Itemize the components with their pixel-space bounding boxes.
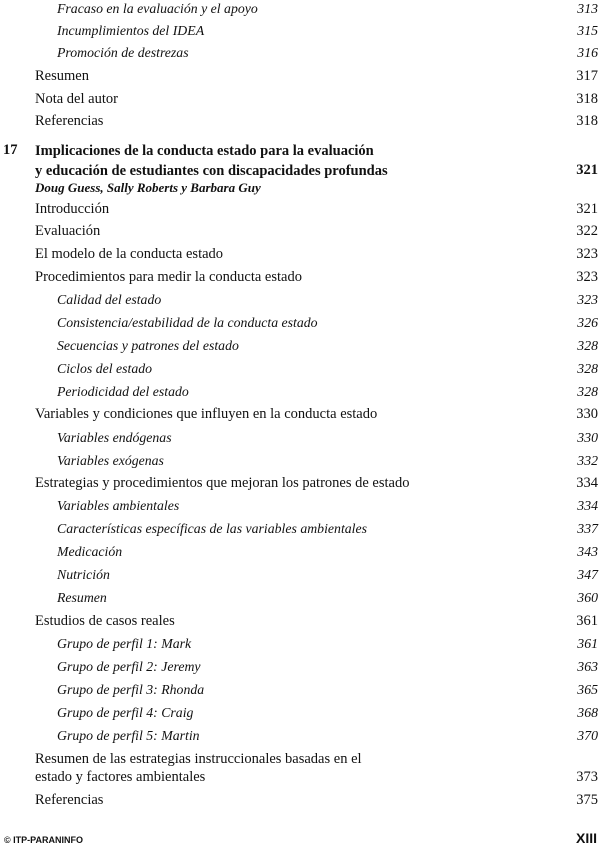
entry-title: Características específicas de las variables ambientales (57, 521, 367, 536)
entry-title: Nota del autor (35, 91, 118, 107)
entry-page: 332 (577, 453, 598, 468)
entry-title: Introducción (35, 201, 110, 217)
chapter-number: 17 (3, 142, 18, 158)
entry-page: 326 (577, 315, 598, 330)
entry-page: 323 (577, 292, 598, 307)
entry-title-line-1: Resumen de las estrategias instruccionales basadas en el (35, 751, 362, 767)
entry-page: 330 (576, 406, 598, 422)
entry-title: Resumen (35, 68, 89, 84)
entry-title: Medicación (57, 544, 123, 559)
entry-page: 321 (576, 201, 598, 217)
entry-title: Incumplimientos del IDEA (57, 23, 205, 38)
entry-page: 322 (576, 223, 598, 239)
entry-page: 361 (577, 636, 598, 651)
entry-page: 375 (576, 792, 598, 808)
entry-page: 318 (576, 113, 598, 129)
entry-title: Referencias (35, 113, 104, 129)
entry-title: Nutrición (57, 567, 110, 582)
entry-title: Calidad del estado (57, 292, 162, 307)
chapter-title-line-1: Implicaciones de la conducta estado para la evaluación (35, 143, 374, 159)
entry-page: 337 (577, 521, 598, 536)
entry-title: Grupo de perfil 2: Jeremy (57, 659, 201, 674)
entry-page: 343 (577, 544, 598, 559)
entry-title: Variables exógenas (57, 453, 164, 468)
entry-title: Grupo de perfil 1: Mark (57, 636, 192, 651)
entry-page: 323 (576, 246, 598, 262)
entry-title: Ciclos del estado (57, 361, 153, 376)
entry-page: 315 (577, 23, 598, 38)
entry-title: Referencias (35, 792, 104, 808)
entry-page: 334 (577, 498, 598, 513)
entry-title: Estudios de casos reales (35, 613, 175, 629)
entry-page: 368 (577, 705, 598, 720)
entry-page: 328 (577, 361, 598, 376)
entry-page: 313 (577, 1, 598, 16)
entry-title: Grupo de perfil 3: Rhonda (57, 682, 205, 697)
publisher-credit: © ITP-PARANINFO (4, 835, 83, 845)
entry-page: 361 (576, 613, 598, 629)
entry-title: Grupo de perfil 5: Martin (57, 728, 200, 743)
entry-title: Fracaso en la evaluación y el apoyo (57, 1, 258, 16)
entry-title: Estrategias y procedimientos que mejoran los patrones de estado (35, 475, 410, 491)
entry-title: Resumen (57, 590, 107, 605)
entry-page: 328 (577, 384, 598, 399)
entry-page: 363 (577, 659, 598, 674)
entry-page: 370 (577, 728, 598, 743)
entry-page: 317 (576, 68, 598, 84)
entry-page: 334 (576, 475, 598, 491)
entry-title: Promoción de destrezas (57, 45, 189, 60)
entry-title: Secuencias y patrones del estado (57, 338, 239, 353)
entry-page: 347 (577, 567, 598, 582)
entry-title-line-2: estado y factores ambientales (35, 769, 206, 785)
entry-page: 323 (576, 269, 598, 285)
entry-title: Variables y condiciones que influyen en la conducta estado (35, 406, 378, 422)
entry-page: 328 (577, 338, 598, 353)
chapter-page: 321 (576, 162, 598, 178)
entry-title: Procedimientos para medir la conducta estado (35, 269, 302, 285)
entry-title: Consistencia/estabilidad de la conducta estado (57, 315, 318, 330)
entry-title: Variables endógenas (57, 430, 172, 445)
entry-title: Variables ambientales (57, 498, 180, 513)
entry-title: El modelo de la conducta estado (35, 246, 224, 262)
entry-title: Periodicidad del estado (57, 384, 189, 399)
entry-page: 330 (577, 430, 598, 445)
entry-page: 318 (576, 91, 598, 107)
chapter-title-line-2: y educación de estudiantes con discapacidades profundas (35, 163, 388, 179)
entry-page: 373 (576, 769, 598, 785)
entry-page: 365 (577, 682, 598, 697)
page-number: XIII (575, 830, 597, 846)
entry-title: Evaluación (35, 223, 101, 239)
chapter-authors: Doug Guess, Sally Roberts y Barbara Guy (35, 180, 261, 195)
entry-title: Grupo de perfil 4: Craig (57, 705, 194, 720)
entry-page: 316 (577, 45, 598, 60)
entry-page: 360 (577, 590, 598, 605)
